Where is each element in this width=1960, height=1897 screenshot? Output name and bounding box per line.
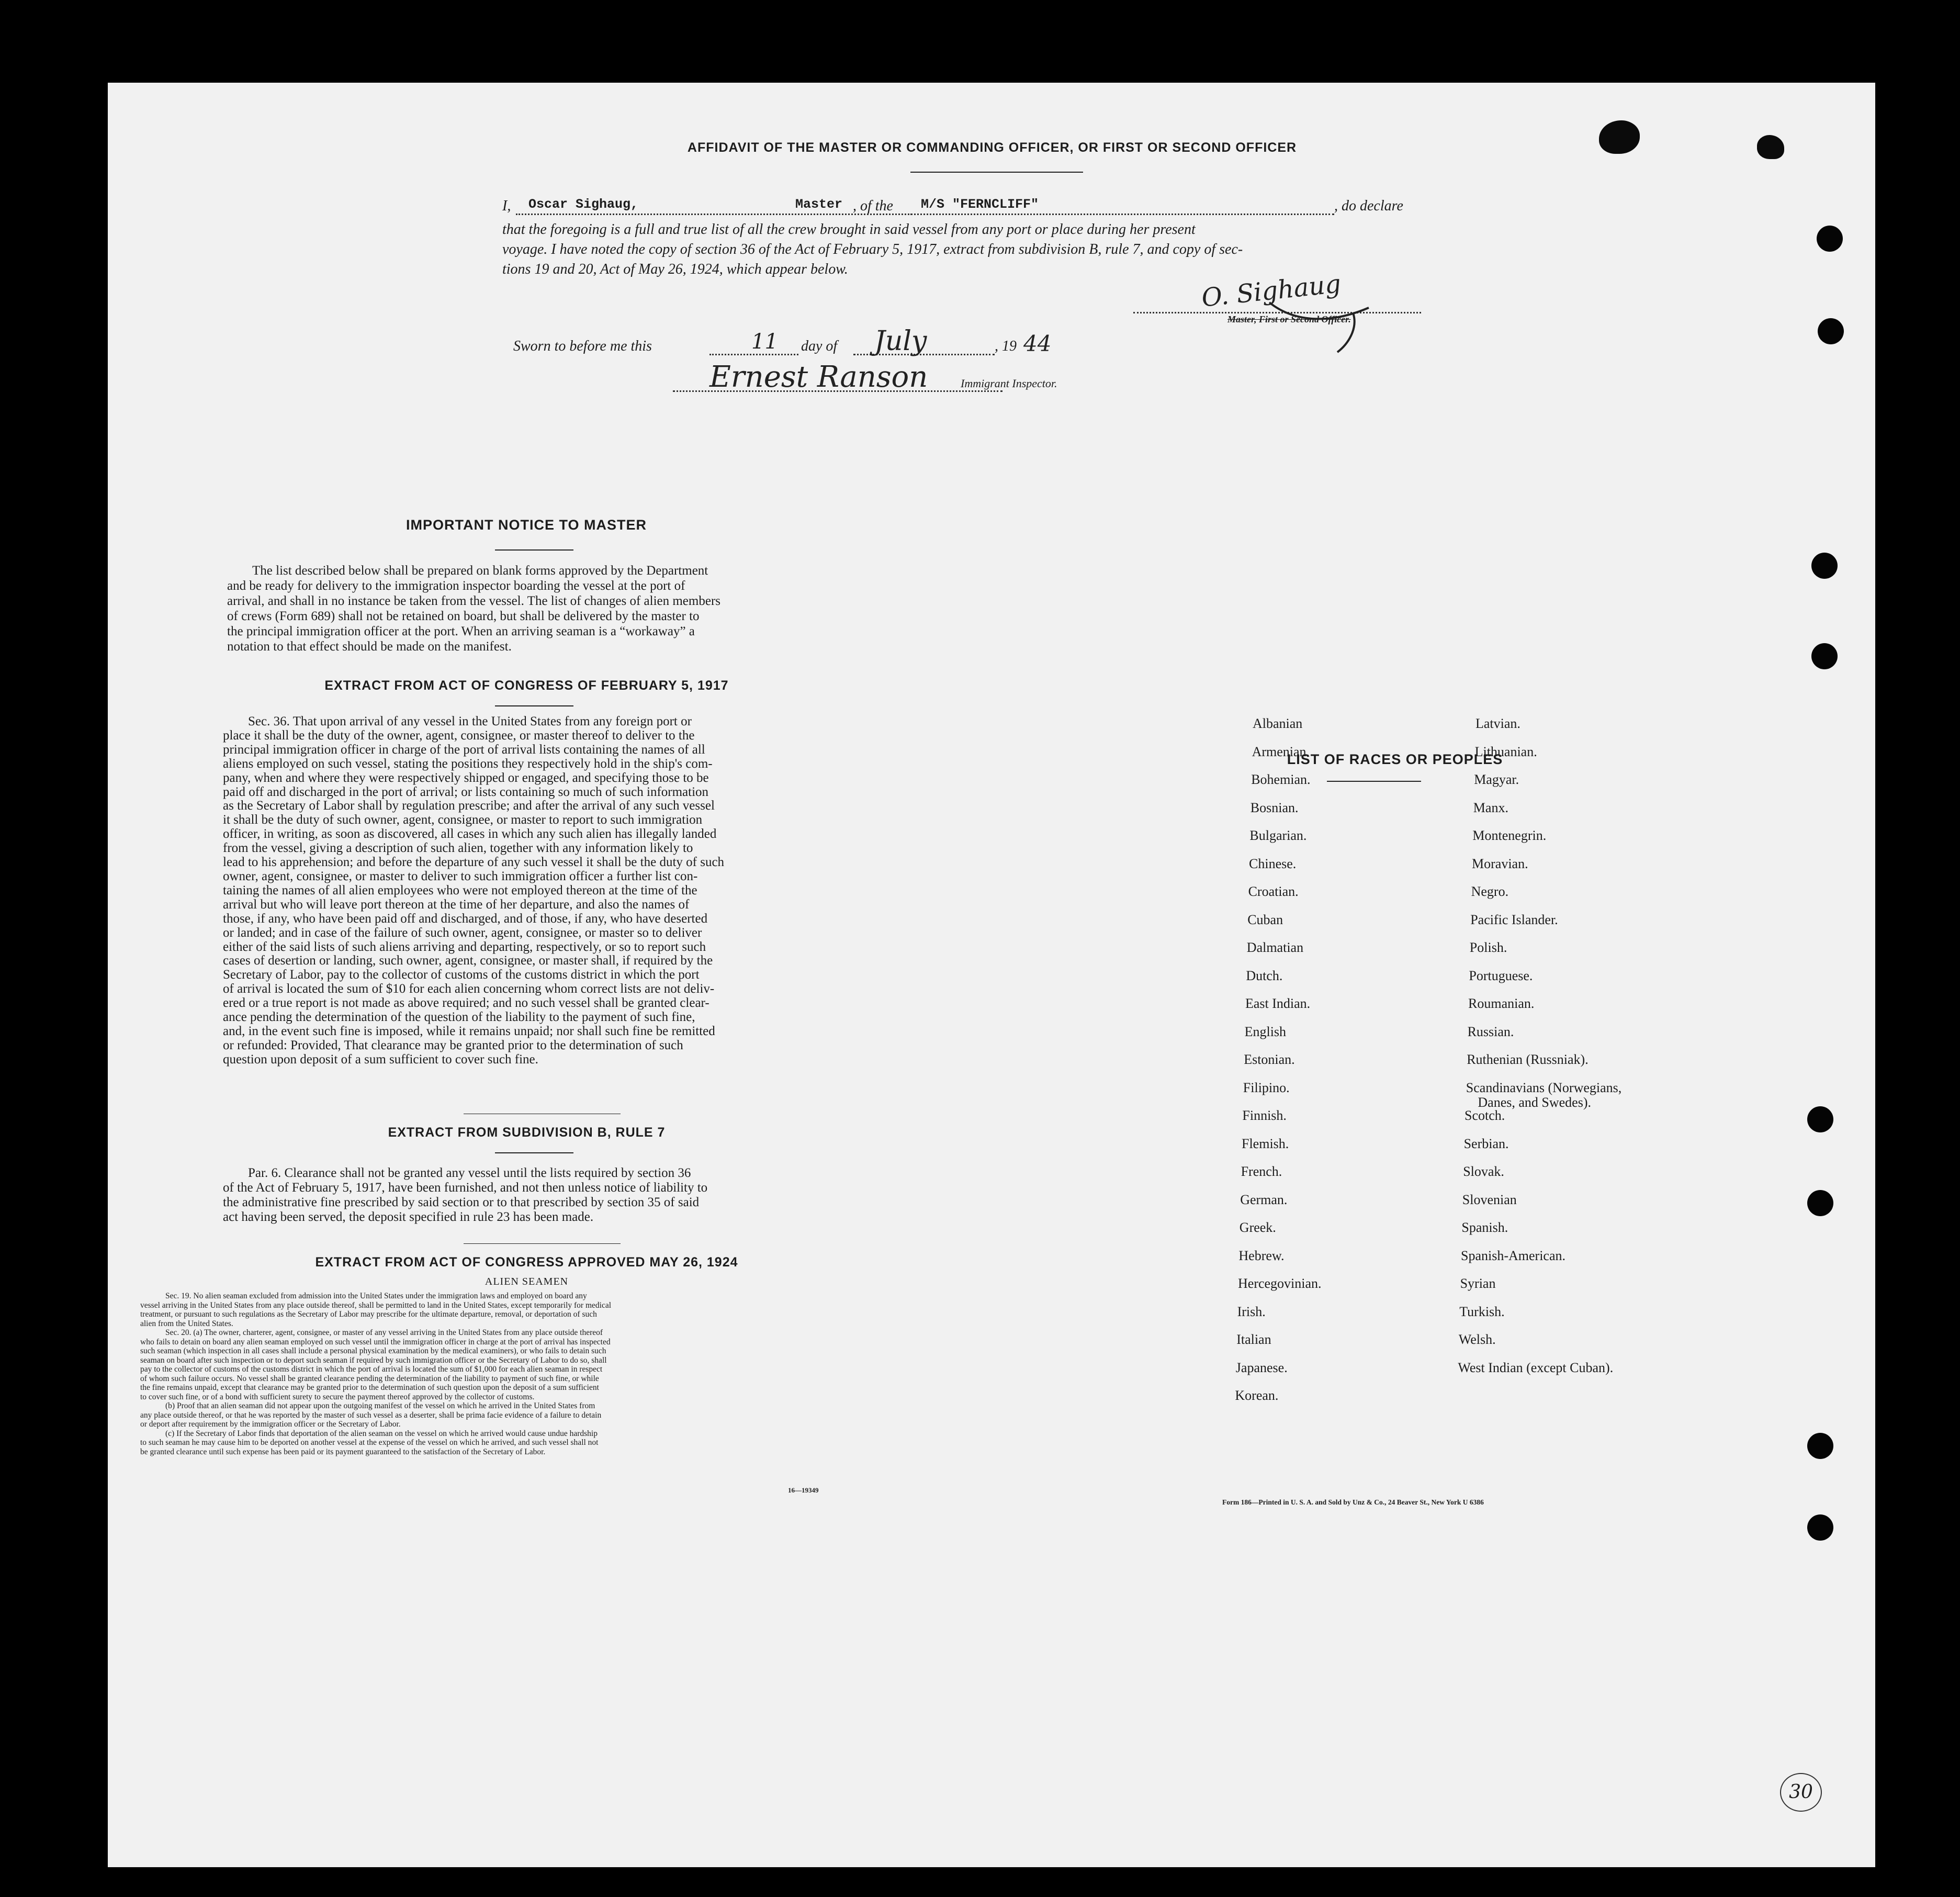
race-item: Danes, and Swedes).	[1478, 1094, 1591, 1110]
race-item: Latvian.	[1475, 716, 1520, 731]
text-line: officer, in writing, as soon as discovered, all cases in which any such alien has illegally landed	[223, 827, 717, 841]
text-line: or refunded: Provided, That clearance may be granted prior to the determination of such	[223, 1038, 683, 1052]
vessel-line	[910, 214, 1334, 215]
binding-hole	[1807, 1514, 1833, 1541]
master-name: Oscar Sighaug,	[528, 197, 639, 212]
master-signature: O. Sighaug	[1200, 269, 1343, 313]
declaration-line-4: tions 19 and 20, Act of May 26, 1924, which appear below.	[502, 261, 848, 277]
signer-caption: Master, First or Second Officer.	[1227, 314, 1351, 324]
text-line: paid off and discharged in the port of arrival; or lists containing so much of such information	[223, 784, 709, 799]
text-line: Secretary of Labor, pay to the collector of customs of the customs district in which the port	[223, 968, 700, 982]
text-line: (c) If the Secretary of Labor finds that deportation of the alien seaman on the vessel on which he arrived would cause undue hardship	[165, 1429, 598, 1438]
text-line: be granted clearance until such expense has been paid or its payment guaranteed to the satisfaction of the Secretary of Labor.	[140, 1447, 546, 1456]
vessel-name: M/S "FERNCLIFF"	[921, 197, 1039, 212]
race-item: Albanian	[1253, 716, 1303, 731]
year-prefix: , 19	[995, 338, 1017, 354]
race-item: Slovenian	[1462, 1192, 1517, 1207]
text-line: such seaman (which inspection in all cases shall include a personal physical examination by the medical examiners), or who fails to detain such	[140, 1346, 606, 1355]
of-the-label: , of the	[853, 198, 893, 214]
race-item: Polish.	[1469, 940, 1507, 955]
race-item: Cuban	[1247, 912, 1283, 927]
rule7-title: EXTRACT FROM SUBDIVISION B, RULE 7	[388, 1125, 666, 1140]
race-item: Pacific Islander.	[1470, 912, 1558, 927]
race-item: Moravian.	[1472, 856, 1528, 871]
race-item: East Indian.	[1245, 996, 1311, 1011]
race-item: Bulgarian.	[1249, 828, 1307, 843]
race-item: Spanish-American.	[1461, 1248, 1566, 1263]
races-rule	[1327, 781, 1421, 782]
binding-hole	[1807, 1106, 1833, 1132]
declare-label: , do declare	[1334, 198, 1403, 214]
race-item: Magyar.	[1474, 772, 1519, 787]
text-line: alien from the United States.	[140, 1319, 233, 1328]
notice-text	[227, 563, 826, 654]
text-line: from the vessel, giving a description of such alien, together with any information likely to	[223, 841, 693, 856]
races-title: LIST OF RACES OR PEOPLES	[1287, 751, 1503, 767]
text-line: or deport after requirement by the immigration officer or the Secretary of Labor.	[140, 1420, 401, 1429]
text-line: the administrative fine prescribed by said section or to that prescribed by section 35 of said	[223, 1195, 700, 1209]
race-item: Scotch.	[1465, 1108, 1505, 1123]
form-code: 16—19349	[788, 1486, 819, 1494]
text-line: Sec. 36. That upon arrival of any vessel in the United States from any foreign port or	[248, 714, 692, 728]
race-item: Roumanian.	[1468, 996, 1535, 1011]
race-item: Montenegrin.	[1472, 828, 1547, 843]
text-line: treatment, or pursuant to such regulations as the Secretary of Labor may prescribe for the ultimate departure, removal, or deportation of such	[140, 1310, 597, 1319]
day-line	[709, 354, 798, 355]
notice-line: the principal immigration officer at the port. When an arriving seaman is a “workaway” a	[227, 624, 695, 638]
race-item: Serbian.	[1463, 1136, 1509, 1151]
notice-rule	[495, 549, 573, 551]
text-line: the fine remains unpaid, except that clearance may be granted prior to the determination of such question upon the deposit of a sum sufficient	[140, 1383, 599, 1392]
i-label: I,	[502, 198, 511, 214]
day-value: 11	[751, 330, 778, 354]
race-item: Japanese.	[1235, 1360, 1288, 1375]
binding-hole	[1818, 318, 1844, 344]
race-item: Negro.	[1471, 884, 1509, 899]
text-line: owner, agent, consignee, or master to deliver to such immigration officer a further list con-	[223, 869, 698, 883]
race-item: German.	[1240, 1192, 1288, 1207]
binding-hole	[1811, 643, 1838, 669]
notice-line: and be ready for delivery to the immigration inspector boarding the vessel at the port of	[227, 579, 685, 593]
text-line: and, in the event such fine is imposed, while it remains unpaid; nor shall such fine be remitted	[223, 1024, 715, 1038]
text-line: ered or a true report is not made as above required; and no such vessel shall be granted clear-	[223, 996, 709, 1011]
notice-line: The list described below shall be prepared on blank forms approved by the Department	[252, 564, 708, 578]
text-line: of the Act of February 5, 1917, have been furnished, and not then unless notice of liability to	[223, 1181, 708, 1195]
day-label: day of	[801, 338, 838, 354]
race-item: Flemish.	[1242, 1136, 1289, 1151]
race-item: Manx.	[1473, 800, 1508, 815]
extract-1917-text	[223, 715, 829, 1067]
binding-hole	[1817, 226, 1843, 252]
race-item: Syrian	[1460, 1276, 1496, 1291]
text-line: act having been served, the deposit specified in rule 23 has been made.	[223, 1210, 594, 1224]
race-item: Filipino.	[1243, 1080, 1290, 1095]
race-item: Lithuanian.	[1474, 744, 1537, 759]
rule7-text	[223, 1166, 829, 1225]
sworn-line	[513, 325, 1298, 359]
text-line: question upon deposit of a sum sufficient to cover such fine.	[223, 1052, 538, 1067]
text-line: taining the names of all alien employees who were not employed thereon at the time of the	[223, 883, 697, 897]
text-line: of whom such failure occurs. No vessel shall be granted clearance pending the determination of the liability to payment of such fine, or while	[140, 1374, 599, 1383]
race-item: Bosnian.	[1250, 800, 1299, 815]
declaration-body	[502, 220, 1538, 279]
page-number-circle	[1780, 1773, 1822, 1812]
race-item: Dutch.	[1246, 968, 1283, 983]
binding-hole	[1807, 1433, 1833, 1459]
race-item: Slovak.	[1463, 1164, 1504, 1179]
race-item: Estonian.	[1244, 1052, 1295, 1067]
race-item: English	[1244, 1024, 1287, 1039]
month-value: July	[874, 325, 927, 357]
text-line: place it shall be the duty of the owner, agent, consignee, or master thereof to deliver to the	[223, 728, 695, 743]
race-item: Portuguese.	[1469, 968, 1533, 983]
binding-hole	[1811, 553, 1838, 579]
sworn-label: Sworn to before me this	[513, 338, 652, 354]
race-item: Irish.	[1237, 1304, 1266, 1319]
race-item: Bohemian.	[1251, 772, 1311, 787]
rule7-rule	[495, 1152, 573, 1153]
text-line: aliens employed on such vessel, stating the positions they respectively hold in the ship's com-	[223, 756, 713, 771]
declaration-line-3: voyage. I have noted the copy of section 36 of the Act of February 5, 1917, extract from subdivision B, rule 7, and copy of sec-	[502, 241, 1243, 257]
section-divider	[464, 1243, 621, 1244]
text-line: or landed; and in case of the failure of such owner, agent, consignee, or master so to deliver	[223, 925, 702, 940]
extract-1924-title: EXTRACT FROM ACT OF CONGRESS APPROVED MAY 26, 1924	[315, 1255, 738, 1270]
text-line: cases of desertion or landing, such owner, agent, consignee, or master shall, if required by the	[223, 953, 713, 968]
race-item: Korean.	[1235, 1388, 1279, 1403]
text-line: Sec. 19. No alien seaman excluded from admission into the United States under the immigration laws and employed on board any	[165, 1292, 587, 1300]
text-line: lead to his apprehension; and before the departure of any such vessel it shall be the duty of such	[223, 855, 725, 870]
notice-line: of crews (Form 689) shall not be retained on board, but shall be delivered by the master to	[227, 609, 700, 623]
declaration-line	[502, 198, 1580, 219]
race-item: Ruthenian (Russniak).	[1467, 1052, 1589, 1067]
race-item: Croatian.	[1248, 884, 1299, 899]
race-item: Hercegovinian.	[1238, 1276, 1322, 1291]
race-item: Finnish.	[1242, 1108, 1287, 1123]
text-line: it shall be the duty of such owner, agent, consignee, or master to report to such immigration	[223, 813, 703, 827]
notice-title: IMPORTANT NOTICE TO MASTER	[406, 517, 647, 533]
text-line: ance pending the determination of the question of the liability to the payment of such fine,	[223, 1010, 695, 1025]
text-line: to cover such fine, or of a bond with sufficient surety to secure the payment thereof approved by the collector of customs.	[140, 1392, 535, 1401]
text-line: pany, when and where they were respectively shipped or engaged, and specifying those to be	[223, 770, 709, 785]
race-item: Armenian.	[1252, 744, 1310, 759]
text-line: as the Secretary of Labor shall by regulation prescribe; and after the arrival of any such vessel	[223, 799, 715, 813]
document-page	[108, 83, 1875, 1867]
race-item: Russian.	[1467, 1024, 1514, 1039]
race-item: Dalmatian	[1246, 940, 1304, 955]
inspector-signature: Ernest Ranson	[709, 360, 928, 394]
page-number: 30	[1789, 1781, 1813, 1803]
declaration-line-2: that the foregoing is a full and true list of all the crew brought in said vessel from any port or place during her present	[502, 221, 1196, 238]
text-line: seaman on board after such inspection or to deport such seaman if required by such immigration officer or the Secretary of Labor to do so, shall	[140, 1355, 607, 1365]
text-line: either of the said lists of such aliens arriving and departing, respectively, or so to report such	[223, 939, 706, 954]
ink-blot	[1757, 135, 1784, 159]
race-item: Welsh.	[1458, 1332, 1496, 1347]
text-line: Sec. 20. (a) The owner, charterer, agent, consignee, or master of any vessel arriving in the United States from any place outside thereof	[165, 1328, 603, 1337]
master-rank: Master	[795, 197, 843, 212]
text-line: Par. 6. Clearance shall not be granted any vessel until the lists required by section 36	[248, 1166, 691, 1180]
title-underline	[910, 172, 1083, 173]
text-line: pay to the collector of customs of the customs district in which the port of arrival is located the sum of $1,000 for each alien seaman in respect	[140, 1365, 603, 1374]
race-item: Chinese.	[1249, 856, 1297, 871]
extract-1924-text	[140, 1292, 835, 1456]
binding-hole	[1807, 1190, 1833, 1216]
race-item: Italian	[1236, 1332, 1271, 1347]
text-line: any place outside thereof, or that he was reported by the master of such vessel as a deserter, shall be prima facie evidence of a failure to detain	[140, 1410, 602, 1420]
extract-1924-subtitle: ALIEN SEAMEN	[485, 1276, 569, 1287]
race-item: Greek.	[1239, 1220, 1276, 1235]
ink-blot	[1599, 120, 1640, 154]
text-line: those, if any, who have been paid off and discharged, and of those, if any, who have deserted	[223, 911, 708, 926]
race-item: Turkish.	[1459, 1304, 1505, 1319]
extract-1917-title: EXTRACT FROM ACT OF CONGRESS OF FEBRUARY 5, 1917	[324, 678, 729, 693]
text-line: (b) Proof that an alien seaman did not appear upon the outgoing manifest of the vessel on which he arrived in the United States from	[165, 1401, 595, 1410]
printer-line: Form 186—Printed in U. S. A. and Sold by Unz & Co., 24 Beaver St., New York U 6386	[1222, 1498, 1484, 1506]
text-line: who fails to detain on board any alien seaman employed on such vessel until the immigration officer in charge at the port of arrival has inspected	[140, 1337, 611, 1346]
race-item: Spanish.	[1461, 1220, 1508, 1235]
text-line: arrival but who will leave port thereon at the time of her departure, and also the names of	[223, 897, 690, 912]
inspector-label: Immigrant Inspector.	[961, 377, 1057, 390]
extract-1917-rule	[495, 705, 573, 706]
year-value: 44	[1023, 331, 1052, 356]
race-item: Scandinavians (Norwegians,	[1466, 1080, 1622, 1095]
text-line: of arrival is located the sum of $10 for each alien concerning whom correct lists are not deliv-	[223, 982, 715, 996]
text-line: vessel arriving in the United States from any place outside thereof, shall be permitted to land in the United States, except temporarily for medical	[140, 1300, 612, 1310]
affidavit-title: AFFIDAVIT OF THE MASTER OR COMMANDING OFFICER, OR FIRST OR SECOND OFFICER	[687, 140, 1297, 155]
text-line: to such seaman he may cause him to be deported on another vessel at the expense of the vessel on which he arrived, and such vessel shall not	[140, 1438, 599, 1447]
race-item: French.	[1241, 1164, 1282, 1179]
notice-line: notation to that effect should be made on the manifest.	[227, 639, 512, 654]
race-item: Hebrew.	[1238, 1248, 1285, 1263]
race-item: West Indian (except Cuban).	[1458, 1360, 1614, 1375]
text-line: principal immigration officer in charge of the port of arrival lists containing the names of all	[223, 742, 705, 757]
notice-line: arrival, and shall in no instance be taken from the vessel. The list of changes of alien members	[227, 594, 720, 608]
